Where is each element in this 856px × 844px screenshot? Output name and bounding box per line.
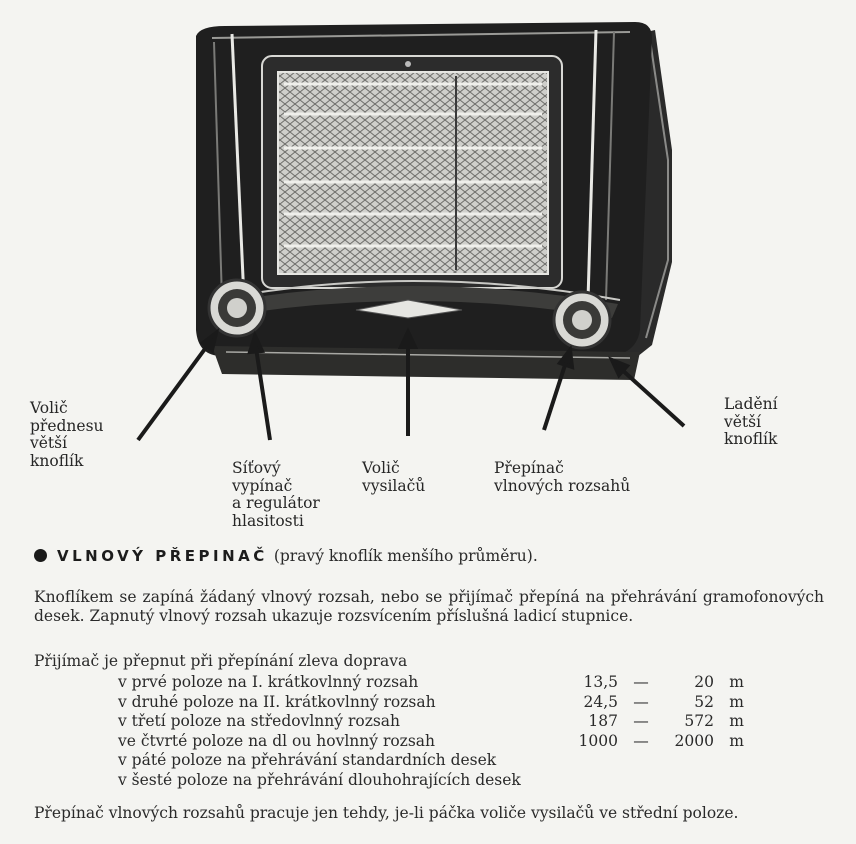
position-from bbox=[578, 771, 618, 791]
position-row bbox=[118, 751, 758, 771]
position-desc: v třetí poloze na středovlnný rozsah bbox=[118, 712, 401, 730]
position-unit: m bbox=[729, 673, 744, 691]
position-from: 187 bbox=[588, 712, 618, 730]
position-to: 2000 bbox=[674, 731, 714, 750]
position-to: 52 bbox=[694, 692, 714, 711]
position-unit: m bbox=[729, 731, 744, 750]
label-tone-selector: Volič přednesu větší knoflík bbox=[30, 399, 104, 470]
description-paragraph: Knoflíkem se zapíná žádaný vlnový rozsah, nebo se přijímač přepíná na přehrávání gramofonových desek. Zapnutý vlnový rozsah ukazuje rozsvícením příslušná ladicí stupnice. bbox=[34, 588, 824, 625]
position-from: 24,5 bbox=[583, 692, 618, 711]
right-knob bbox=[554, 292, 610, 348]
position-to bbox=[664, 771, 714, 791]
position-desc: v páté poloze na přehrávání standardních desek bbox=[118, 751, 497, 769]
position-dash bbox=[618, 771, 664, 791]
positions-table bbox=[118, 673, 758, 790]
position-dash: — bbox=[633, 673, 649, 691]
label-tuning-knob: Ladění větší knoflík bbox=[724, 395, 778, 448]
position-dash: — bbox=[633, 731, 649, 750]
position-from bbox=[578, 751, 618, 771]
position-row bbox=[118, 771, 758, 791]
position-to: 20 bbox=[694, 673, 714, 691]
radio-cabinet bbox=[196, 22, 672, 380]
position-desc: v prvé poloze na I. krátkovlnný rozsah bbox=[118, 673, 419, 691]
section-title: VLNOVÝ PŘEPINAČ bbox=[57, 547, 268, 565]
position-to: 572 bbox=[684, 712, 714, 730]
label-power-switch: Síťový vypínač a regulátor hlasitosti bbox=[232, 459, 320, 530]
label-band-switch: Přepínač vlnových rozsahů bbox=[494, 459, 631, 495]
position-from: 13,5 bbox=[583, 673, 618, 691]
position-row bbox=[118, 673, 758, 693]
position-row bbox=[118, 712, 758, 732]
left-knob bbox=[209, 280, 265, 336]
section-heading bbox=[34, 546, 538, 565]
position-dash: — bbox=[633, 692, 649, 711]
position-unit bbox=[714, 771, 744, 791]
position-desc: ve čtvrté poloze na dl ou hovlnný rozsah bbox=[118, 731, 436, 750]
label-station-selector: Volič vysilačů bbox=[362, 459, 426, 495]
intro-line: Přijímač je přepnut při přepínání zleva doprava bbox=[34, 652, 408, 670]
section-subtitle: (pravý knoflík menšího průměru). bbox=[273, 547, 538, 565]
bullet-icon bbox=[34, 549, 47, 562]
closing-paragraph: Přepínač vlnových rozsahů pracuje jen tehdy, je-li páčka voliče vysilačů ve střední poloze. bbox=[34, 804, 739, 822]
position-to bbox=[664, 751, 714, 771]
position-row bbox=[118, 732, 758, 752]
position-desc: v druhé poloze na II. krátkovlnný rozsah bbox=[118, 692, 436, 711]
position-dash bbox=[618, 751, 664, 771]
position-row bbox=[118, 693, 758, 713]
position-unit: m bbox=[729, 712, 744, 730]
position-from: 1000 bbox=[578, 731, 618, 750]
position-unit: m bbox=[729, 692, 744, 711]
position-dash: — bbox=[633, 712, 649, 730]
position-unit bbox=[714, 751, 744, 771]
position-desc: v šesté poloze na přehrávání dlouhohrajících desek bbox=[118, 770, 521, 789]
